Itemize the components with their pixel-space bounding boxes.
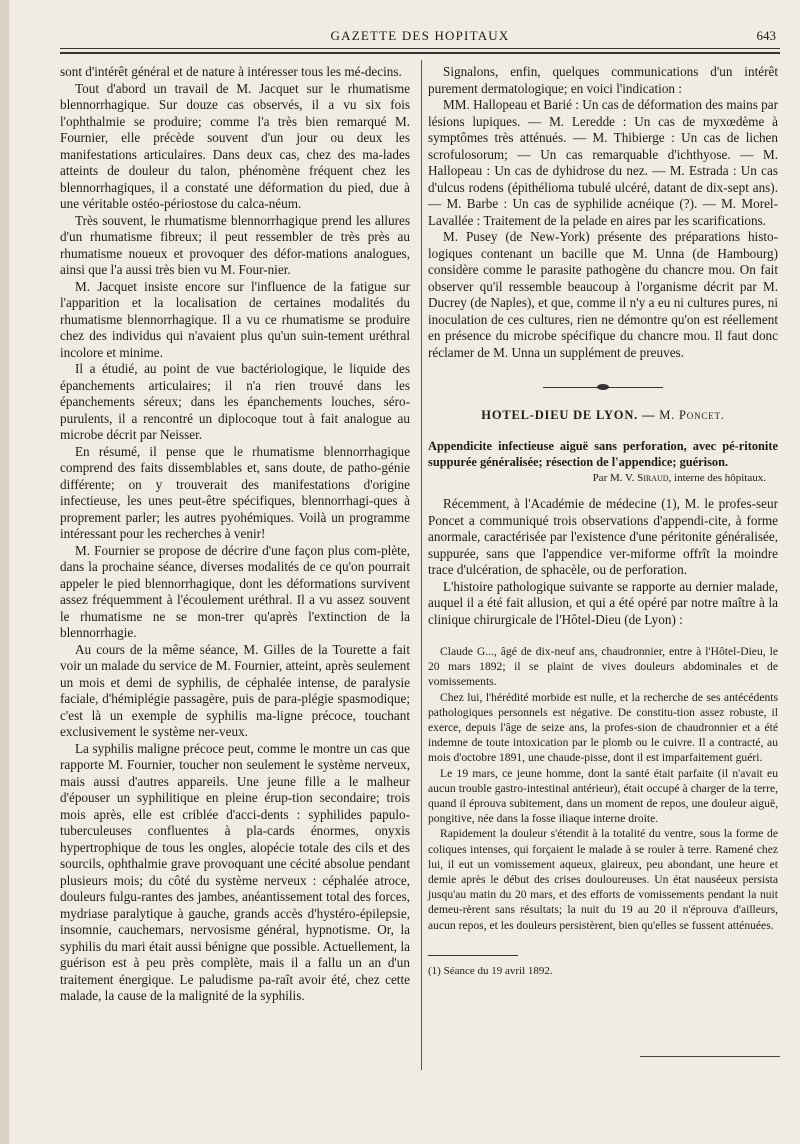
- byline-suffix: interne des hôpitaux.: [674, 472, 766, 484]
- paragraph: Très souvent, le rhumatisme blennorrhagique prend les allures d'un rhumatisme fibreux; il peut ressembler de très près au rhumatisme noueux et provoquer des défor-mations analogues, ainsi que l'a aussi très bien vu M. Four-nier.: [60, 212, 410, 277]
- paragraph: La syphilis maligne précoce peut, comme le montre un cas que rapporte M. Fournier, toucher non seulement le système nerveux, mais aussi d'autres appareils. Une jeune fille a le malheur d'épouser un syphilitique en pleine érup-tion secondaire; trois mois après, elle est criblée d'acci-dents : syphilides papulo-tuberculeuses confluentes à pla-cards énormes, onyxis hypertrophique de tous les ongles, alopécie totale des cils et des sourcils, ophthalmie grave provoquant une cécité absolue pendant plusieurs mois; du côté du système nerveux : céphalée atroce, douleurs fulgu-rantes des jambes, anéantissement total des forces, mydriase paralytique à gauche, grands accès d'hystéro-épilepsie, insomnie, cauchemars, nervosisme général, hypnotisme. Or, la syphilis du mari était aussi bénigne que possible. Actuellement, la guérison est à peu près complète, mais il a fallu un an d'un traitement énergique. Le paludisme pa-raît avoir été, chez cette malade, la cause de la malignité de la syphilis.: [60, 740, 410, 1003]
- column-divider: [421, 60, 422, 1070]
- paragraph: MM. Hallopeau et Barié : Un cas de déformation des mains par lésions lupiques. — M. Leredde : Un cas de myxœdème à symptômes très atténués. — M. Thibierge : Un cas de lichen scrofulosorum; — Un cas remarquable d'ichthyose. — M. Hallopeau : Un cas de dyhidrose du nez. — M. Estrada : Un cas d'ulcus rodens (épithélioma tubulé ulcéré, datant de dix-sept ans). — M. Barbe : Un cas de syphilide acnéique (?). — M. Morel-Lavallée : Traitement de la pelade en aires par les scarifications.: [428, 97, 778, 228]
- right-column: [428, 64, 778, 978]
- header-rule-thick: [60, 52, 780, 54]
- page-edge-shadow: [0, 0, 9, 1144]
- article-title: Appendicite infectieuse aiguë sans perforation, avec pé-ritonite suppurée généralisée; résection de l'appendice; guérison.: [428, 439, 778, 469]
- paragraph: M. Fournier se propose de décrire d'une façon plus com-plète, dans la prochaine séance, diverses modalités de ce qu'on pourrait appeler le pied blennorrhagique, dont les déformations survivent assez fréquemment à l'écoulement uréthral. Il a vu assez souvent le rhumatisme ne se mon-trer qu'après l'extinction de la blennorrhagie.: [60, 542, 410, 640]
- paragraph: M. Pusey (de New-York) présente des préparations histo-logiques contenant un bacille que M. Unna (de Hambourg) considère comme le parasite pathogène du chancre mou. On fait observer qu'il ressemble beaucoup à l'organisme décrit par M. Ducrey (de Naples), et que, comme il n'y a eu ni cultures pures, ni inoculation de ces cultures, rien ne démontre qu'on est réellement en présence du microbe spécifique du chancre mou. Il faut donc réclamer de M. Unna un supplément de preuves.: [428, 229, 778, 360]
- paragraph: Il a étudié, au point de vue bactériologique, le liquide des épanchements articulaires; il n'a rien trouvé dans les épanchements séreux; dans les épanchements louches, séro-purulents, il a rencontré un diplocoque tout à fait analogue au microbe décrit par Neisser.: [60, 361, 410, 442]
- section-heading: [428, 408, 778, 423]
- paragraph: En résumé, il pense que le rhumatisme blennorrhagique comprend des faits dissemblables et, sans doute, de patho-génie différente; on y trouverait des manifestations d'origine infectieuse, les unes peut-être spécifiques, blennorrhagi-ques à proprement parler; les autres pyohémiques. Voilà un programme intéressant pour les recherches à venir!: [60, 443, 410, 541]
- paragraph: Au cours de la même séance, M. Gilles de la Tourette a fait voir un malade du service de M. Fournier, atteint, après seulement un mois et demi de syphilis, de céphalée intense, de paralysie faciale, d'hémiplégie passagère, puis de para-plégie spasmodique; c'est là un exemple de syphilis ma-ligne précoce, touchant exclusivement le système ner-veux.: [60, 641, 410, 739]
- left-column: [60, 64, 410, 1005]
- case-observation: [428, 644, 778, 933]
- paragraph: Le 19 mars, ce jeune homme, dont la santé était parfaite (il n'avait eu aucun trouble gastro-intestinal antérieur), était occupé à charger de la terre, quand il éprouva subitement, dans un moment de repos, une douleur aiguë, pongitive, née dans la fosse iliaque interne droite.: [428, 766, 778, 826]
- byline-author: Siraud,: [637, 472, 672, 484]
- byline-prefix: Par M. V.: [592, 472, 635, 484]
- footnote-rule: [428, 955, 518, 956]
- header-rule-thin: [60, 48, 780, 49]
- paragraph: Récemment, à l'Académie de médecine (1), M. le profes-seur Poncet a communiqué trois observations d'appendi-cite, à forme anormale, caractérisée par l'existence d'une péritonite généralisée, suppurée, sans que l'appendice ver-miforme offrît la moindre trace d'ulcération, de sphacèle, ou de perforation.: [428, 496, 778, 577]
- paragraph: sont d'intérêt général et de nature à intéresser tous les mé-decins.: [60, 64, 402, 79]
- paragraph: L'histoire pathologique suivante se rapporte au dernier malade, auquel il a été fait allusion, et qui a été opéré par notre maître à la clinique chirurgicale de l'Hôtel-Dieu (de Lyon) :: [428, 578, 778, 627]
- paragraph: M. Jacquet insiste encore sur l'influence de la fatigue sur l'apparition et la localisation de certaines modalités du rhumatisme blennorrhagique. Il a vu ce rhumatisme se produire chez des individus qui n'avaient plus qu'un suin-tement uréthral incolore et minime.: [60, 278, 410, 360]
- running-header: [60, 28, 780, 48]
- paragraph: Tout d'abord un travail de M. Jacquet sur le rhumatisme blennorrhagique. Sur douze cas observés, il a vu six fois l'ophthalmie se produire; comme l'a très bien remarqué M. Fournier, elle précède souvent d'un jour ou deux les manifestations articulaires. Dans deux cas, chez des ma-lades atteints de douleur du talon, phénomène fréquent chez les blennorrhagiques, il a constaté une déformation du pied, due à une véritable ostéo-périostose du calca-néum.: [60, 80, 410, 211]
- page-number: 643: [756, 28, 776, 43]
- section-heading-title: HOTEL-DIEU DE LYON. —: [481, 408, 656, 422]
- paragraph: Rapidement la douleur s'étendit à la totalité du ventre, sous la forme de coliques intenses, qui forçaient le malade à se rouler à terre. Ramené chez lui, il eut un vomissement aqueux, glaireux, peu abondant, une heure et demie après le début des crises douloureuses. Un état nauséeux persista jusqu'au matin du 20 mars, et des efforts de vomissements pendant la nuit demeu-rèrent sans résultats; la nuit du 19 au 20 il n'éprouva d'ailleurs, aucun repos, et les douleurs persistèrent, bien qu'elles se fussent atténuées.: [428, 827, 778, 932]
- article-byline: [428, 472, 778, 484]
- journal-title: GAZETTE DES HOPITAUX: [330, 28, 510, 43]
- paragraph: Signalons, enfin, quelques communications d'un intérêt purement dermatologique; en voici l'indication :: [428, 64, 778, 96]
- footnote: (1) Séance du 19 avril 1892.: [428, 964, 553, 977]
- end-rule: [640, 1056, 780, 1057]
- section-heading-author: M. Poncet.: [659, 408, 725, 422]
- section-separator: [543, 387, 663, 388]
- dermatology-notes: [428, 64, 778, 361]
- paragraph: Chez lui, l'hérédité morbide est nulle, et la recherche de ses antécédents pathologiques personnels est négative. De constitu-tion assez robuste, il exerce, depuis l'âge de seize ans, la profes-sion de chaudronnier et a été indemne de toute intoxication par le plomb ou le cuivre. Il a contracté, au mois d'octobre 1891, une chaude-pisse, dont il est imparfaitement guéri.: [428, 690, 778, 765]
- article-body: [428, 496, 778, 628]
- paragraph: Claude G..., âgé de dix-neuf ans, chaudronnier, entre à l'Hôtel-Dieu, le 20 mars 1892; il se plaint de vives douleurs abdominales et de vomissements.: [428, 645, 778, 689]
